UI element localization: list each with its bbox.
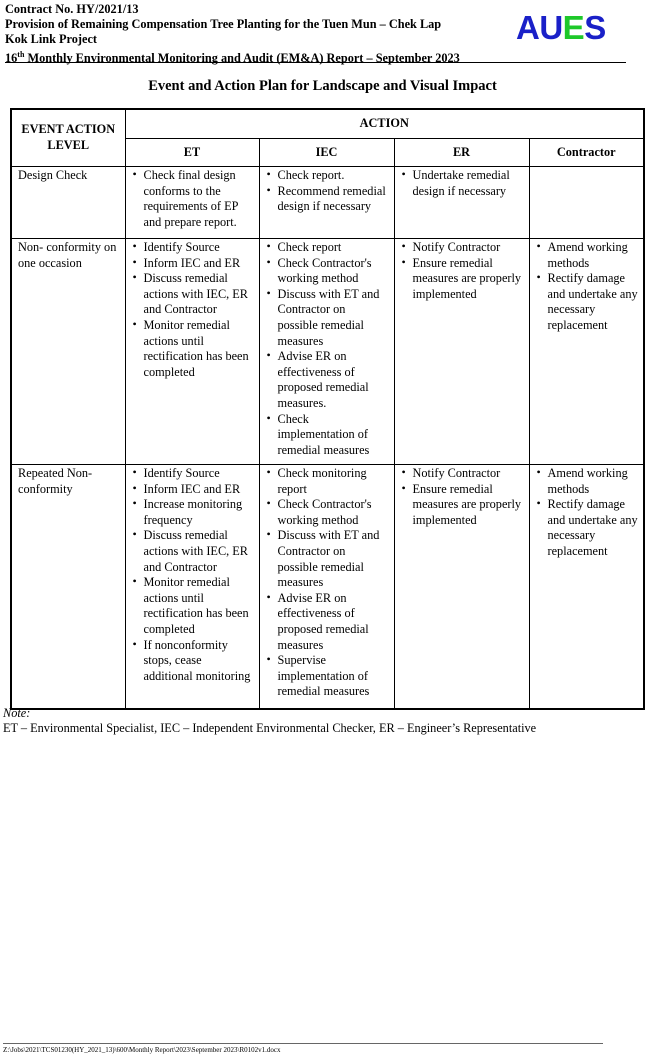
contractor-action-cell [529,239,644,465]
logo-part-s: S [584,9,606,46]
action-item: • Inform IEC and ER [144,256,254,272]
header-contractor: Contractor [529,139,644,167]
action-item: • Identify Source [144,466,254,482]
et-action-list [132,168,254,230]
action-item: • Notify Contractor [413,240,524,256]
contractor-action-list [536,466,639,560]
er-action-cell [394,239,529,465]
logo-part-e: E [562,9,585,46]
action-item: • Advise ER on effectiveness of proposed remedial measures [278,591,389,653]
header-iec: IEC [259,139,394,167]
logo-part-au: AU [516,9,563,46]
er-action-list [401,240,524,302]
action-item: • If nonconformity stops, cease additional monitoring [144,638,254,685]
iec-action-list [266,240,389,458]
page-title: Event and Action Plan for Landscape and Visual Impact [148,78,497,94]
action-item: • Monitor remedial actions until rectification has been completed [144,318,254,380]
table-body [11,167,644,709]
action-item: • Check final design conforms to the requirements of EP and prepare report. [144,168,254,230]
action-item: • Rectify damage and undertake any necessary replacement [548,271,639,333]
action-item: • Ensure remedial measures are properly implemented [413,482,524,529]
aues-logo [516,10,606,46]
action-item: • Advise ER on effectiveness of proposed remedial measures. [278,349,389,411]
action-item: • Undertake remedial design if necessary [413,168,524,199]
action-item: • Check report. [278,168,389,184]
er-action-list [401,168,524,199]
action-item: • Check implementation of remedial measures [278,412,389,459]
action-item: • Ensure remedial measures are properly implemented [413,256,524,303]
iec-action-cell [259,167,394,239]
note-text: ET – Environmental Specialist, IEC – Independent Environmental Checker, ER – Engineer’s Representative [3,721,537,735]
event-action-plan-table [10,108,645,710]
note-label: Note: [3,706,31,720]
report-number: 16 [5,51,18,66]
er-action-cell [394,465,529,709]
et-action-list [132,240,254,380]
contractor-action-list [536,240,639,334]
contractor-action-cell [529,167,644,239]
action-item: • Recommend remedial design if necessary [278,184,389,215]
event-level-cell: Non- conformity on one occasion [11,239,125,465]
footer-file-path: Z:\Jobs\2021\TCS01230(HY_2021_13)\600\Monthly Report\2023\September 2023\R0102v1.docx [3,1046,281,1054]
action-item: • Rectify damage and undertake any necessary replacement [548,497,639,559]
action-item: • Discuss remedial actions with IEC, ER and Contractor [144,271,254,318]
action-item: • Notify Contractor [413,466,524,482]
table-row [11,167,644,239]
project-title-line2: Kok Link Project [5,32,97,46]
action-item: • Discuss with ET and Contractor on possible remedial measures [278,287,389,349]
action-item: • Identify Source [144,240,254,256]
action-item: • Discuss with ET and Contractor on possible remedial measures [278,528,389,590]
report-title [5,47,625,66]
action-item: • Amend working methods [548,466,639,497]
header-divider [5,62,626,63]
er-action-cell [394,167,529,239]
header-er: ER [394,139,529,167]
er-action-list [401,466,524,528]
action-item: • Check report [278,240,389,256]
header-et: ET [125,139,259,167]
table-row [11,239,644,465]
table-row [11,465,644,709]
et-action-cell [125,465,259,709]
event-level-cell: Design Check [11,167,125,239]
contractor-action-cell [529,465,644,709]
action-item: • Increase monitoring frequency [144,497,254,528]
project-title-line1: Provision of Remaining Compensation Tree Planting for the Tuen Mun – Chek Lap [5,17,442,31]
event-level-cell: Repeated Non-conformity [11,465,125,709]
report-number-suffix: th [17,50,25,59]
note-section [3,706,536,736]
iec-action-cell [259,465,394,709]
action-item: • Supervise implementation of remedial measures [278,653,389,700]
et-action-list [132,466,254,684]
footer-divider [3,1043,603,1044]
action-item: • Inform IEC and ER [144,482,254,498]
iec-action-list [266,168,389,215]
et-action-cell [125,239,259,465]
et-action-cell [125,167,259,239]
header-action: ACTION [125,109,644,139]
contract-number: Contract No. HY/2021/13 [5,2,139,16]
action-item: • Check Contractor's working method [278,497,389,528]
header-event-action-level: EVENT ACTION LEVEL [11,109,125,167]
action-item: • Discuss remedial actions with IEC, ER and Contractor [144,528,254,575]
action-item: • Check monitoring report [278,466,389,497]
iec-action-list [266,466,389,700]
report-title-text: Monthly Environmental Monitoring and Audit (EM&A) Report – September 2023 [24,51,460,66]
action-item: • Amend working methods [548,240,639,271]
action-item: • Monitor remedial actions until rectification has been completed [144,575,254,637]
iec-action-cell [259,239,394,465]
action-item: • Check Contractor's working method [278,256,389,287]
